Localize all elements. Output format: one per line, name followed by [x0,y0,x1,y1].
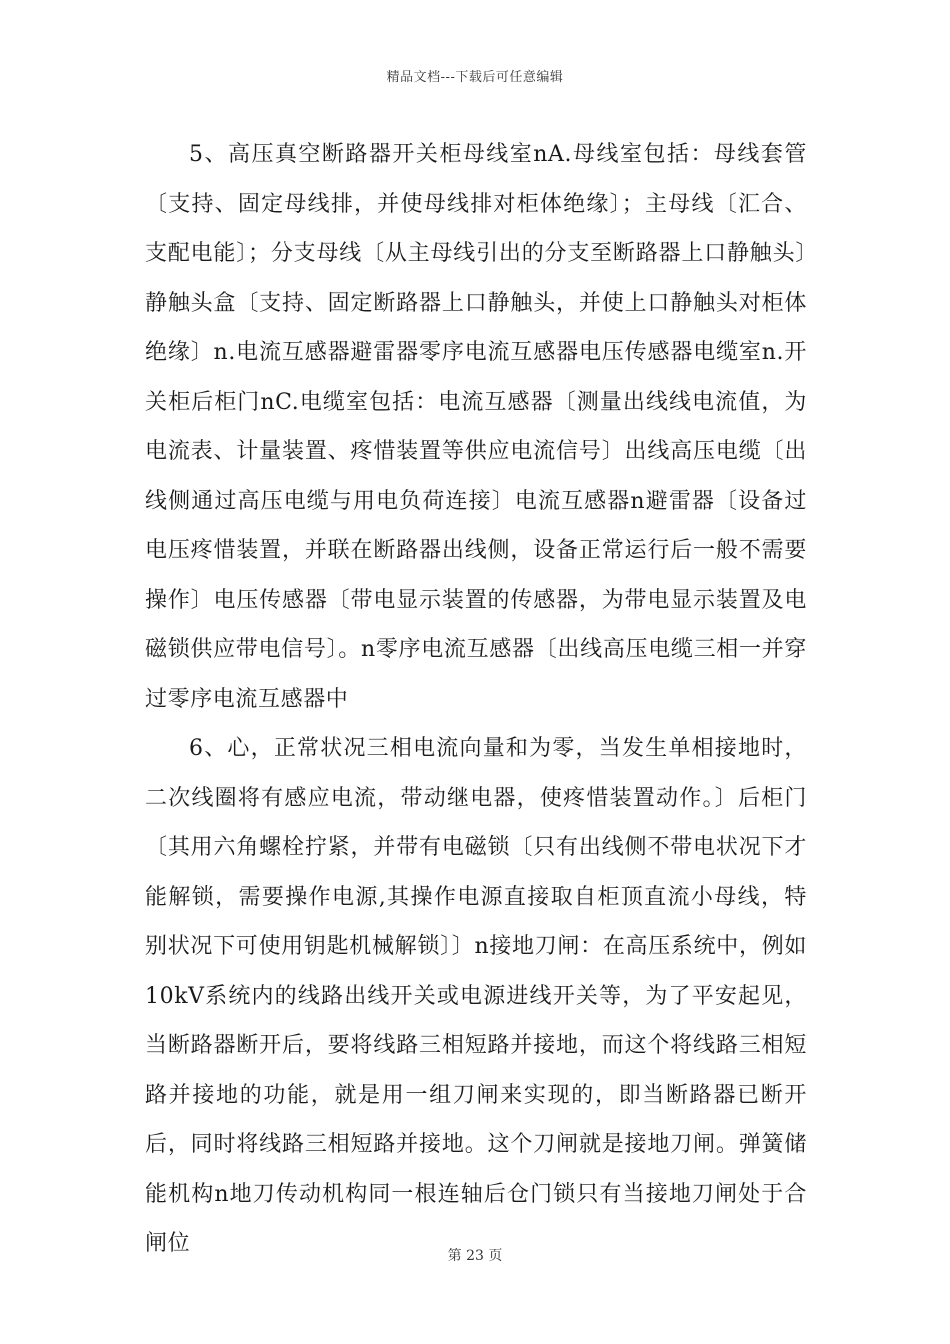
paragraph-6: 6、心，正常状况三相电流向量和为零，当发生单相接地时，二次线圈将有感应电流，带动继电器，使疼惜装置动作。〕后柜门〔其用六角螺栓拧紧，并带有电磁锁〔只有出线侧不带电状况下才能解锁，需要操作电源,其操作电源直接取自柜顶直流小母线，特别状况下可使用钥匙机械解锁〕〕n接地刀闸：在高压系统中，例如10kV系统内的线路出线开关或电源进线开关等，为了平安起见，当断路器断开后，要将线路三相短路并接地，而这个将线路三相短路并接地的功能，就是用一组刀闸来实现的，即当断路器已断开后，同时将线路三相短路并接地。这个刀闸就是接地刀闸。弹簧储能机构n地刀传动机构同一根连轴后仓门锁只有当接地刀闸处于合闸位 [145,736,807,1256]
document-body [145,130,807,1269]
page-number: 第 23 页 [447,1248,503,1264]
paragraph-5: 5、高压真空断路器开关柜母线室nA.母线室包括：母线套管〔支持、固定母线排，并使母线排对柜体绝缘〕；主母线〔汇合、支配电能〕；分支母线〔从主母线引出的分支至断路器上口静触头〕静触头盒〔支持、固定断路器上口静触头，并使上口静触头对柜体绝缘〕n.电流互感器避雷器零序电流互感器电压传感器电缆室n.开关柜后柜门nC.电缆室包括：电流互感器〔测量出线线电流值，为电流表、计量装置、疼惜装置等供应电流信号〕出线高压电缆〔出线侧通过高压电缆与用电负荷连接〕电流互感器n避雷器〔设备过电压疼惜装置，并联在断路器出线侧，设备正常运行后一般不需要操作〕电压传感器〔带电显示装置的传感器，为带电显示装置及电磁锁供应带电信号〕。n零序电流互感器〔出线高压电缆三相一并穿过零序电流互感器中 [145,142,807,712]
page-header: 精品文档---下载后可任意编辑 [386,70,564,85]
